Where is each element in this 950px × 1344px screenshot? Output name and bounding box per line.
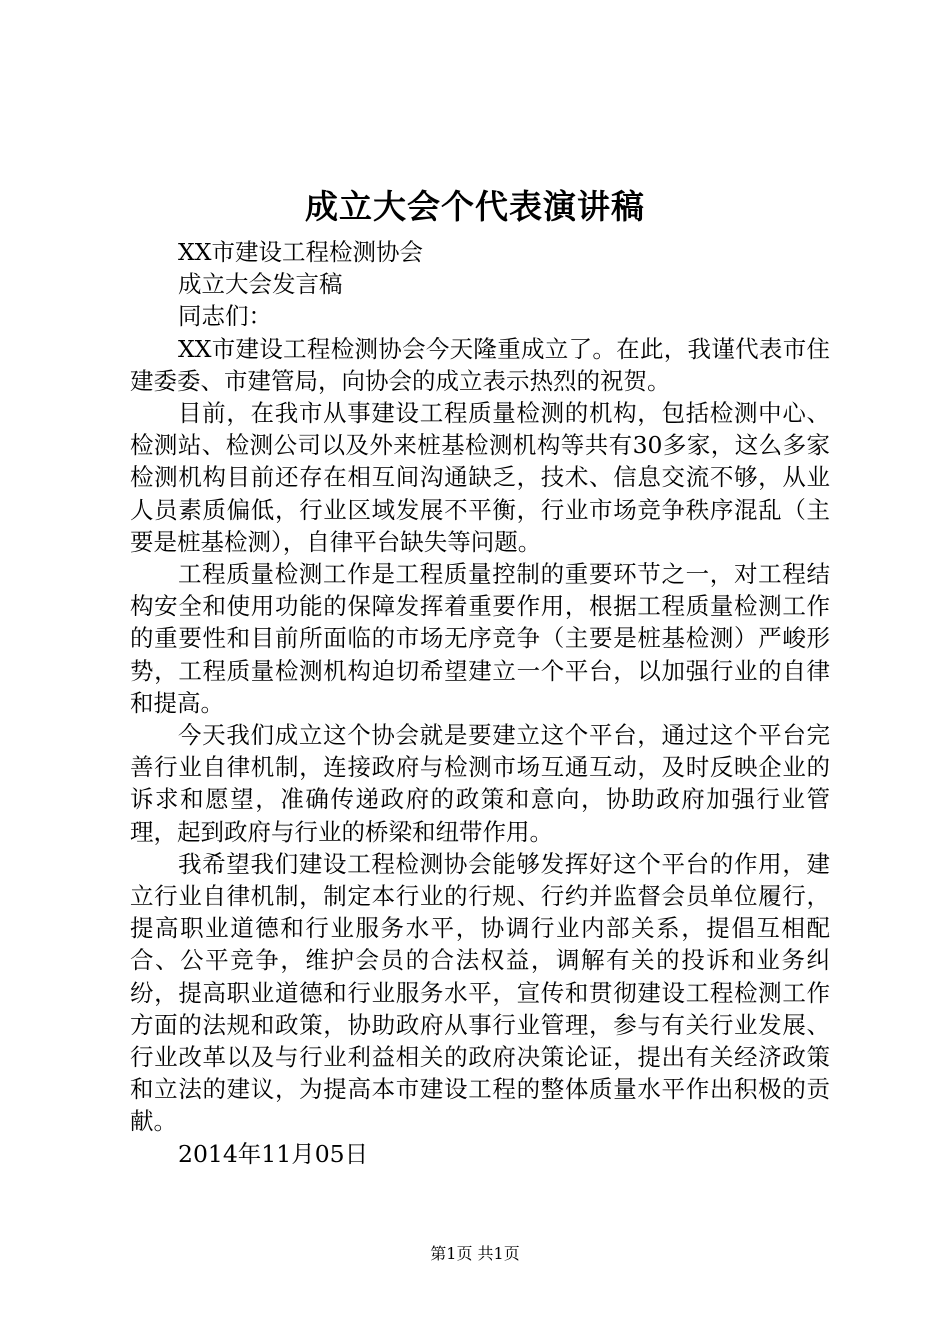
document-title: 成立大会个代表演讲稿 xyxy=(305,187,645,226)
paragraph-congratulation: XX市建设工程检测协会今天隆重成立了。在此，我谨代表市住建委委、市建管局，向协会的成立表示热烈的祝贺。 xyxy=(130,334,830,395)
document-date: 2014年11月05日 xyxy=(178,1139,369,1168)
paragraph-importance: 工程质量检测工作是工程质量控制的重要环节之一，对工程结构安全和使用功能的保障发挥着重要作用，根据工程质量检测工作的重要性和目前所面临的市场无序竞争（主要是桩基检测）严峻形势，工程质量检测机构迫切希望建立一个平台，以加强行业的自律和提高。 xyxy=(130,560,830,717)
page-footer: 第1页 共1页 xyxy=(430,1244,520,1263)
paragraph-platform: 今天我们成立这个协会就是要建立这个平台，通过这个平台完善行业自律机制，连接政府与检测市场互通互动，及时反映企业的诉求和愿望，准确传递政府的政策和意向，协助政府加强行业管理，起到政府与行业的桥梁和纽带作用。 xyxy=(130,721,830,846)
header-line-salutation: 同志们： xyxy=(178,302,272,331)
paragraph-hopes: 我希望我们建设工程检测协会能够发挥好这个平台的作用，建立行业自律机制，制定本行业的行规、行约并监督会员单位履行，提高职业道德和行业服务水平，协调行业内部关系，提倡互相配合、公平竞争，维护会员的合法权益，调解有关的投诉和业务纠纷，提高职业道德和行业服务水平，宣传和贯彻建设工程检测工作方面的法规和政策，协助政府从事行业管理，参与有关行业发展、行业改革以及与行业利益相关的政府决策论证，提出有关经济政策和立法的建议，为提高本市建设工程的整体质量水平作出积极的贡献。 xyxy=(130,849,830,1136)
header-line-association: XX市建设工程检测协会 xyxy=(178,238,423,266)
paragraph-current-status: 目前，在我市从事建设工程质量检测的机构，包括检测中心、检测站、检测公司以及外来桩基检测机构等共有30多家，这么多家检测机构目前还存在相互间沟通缺乏，技术、信息交流不够，从业人员素质偏低，行业区域发展不平衡，行业市场竞争秩序混乱（主要是桩基检测），自律平台缺失等问题。 xyxy=(130,399,830,556)
header-line-speech: 成立大会发言稿 xyxy=(178,270,343,299)
document-body xyxy=(130,236,830,1170)
